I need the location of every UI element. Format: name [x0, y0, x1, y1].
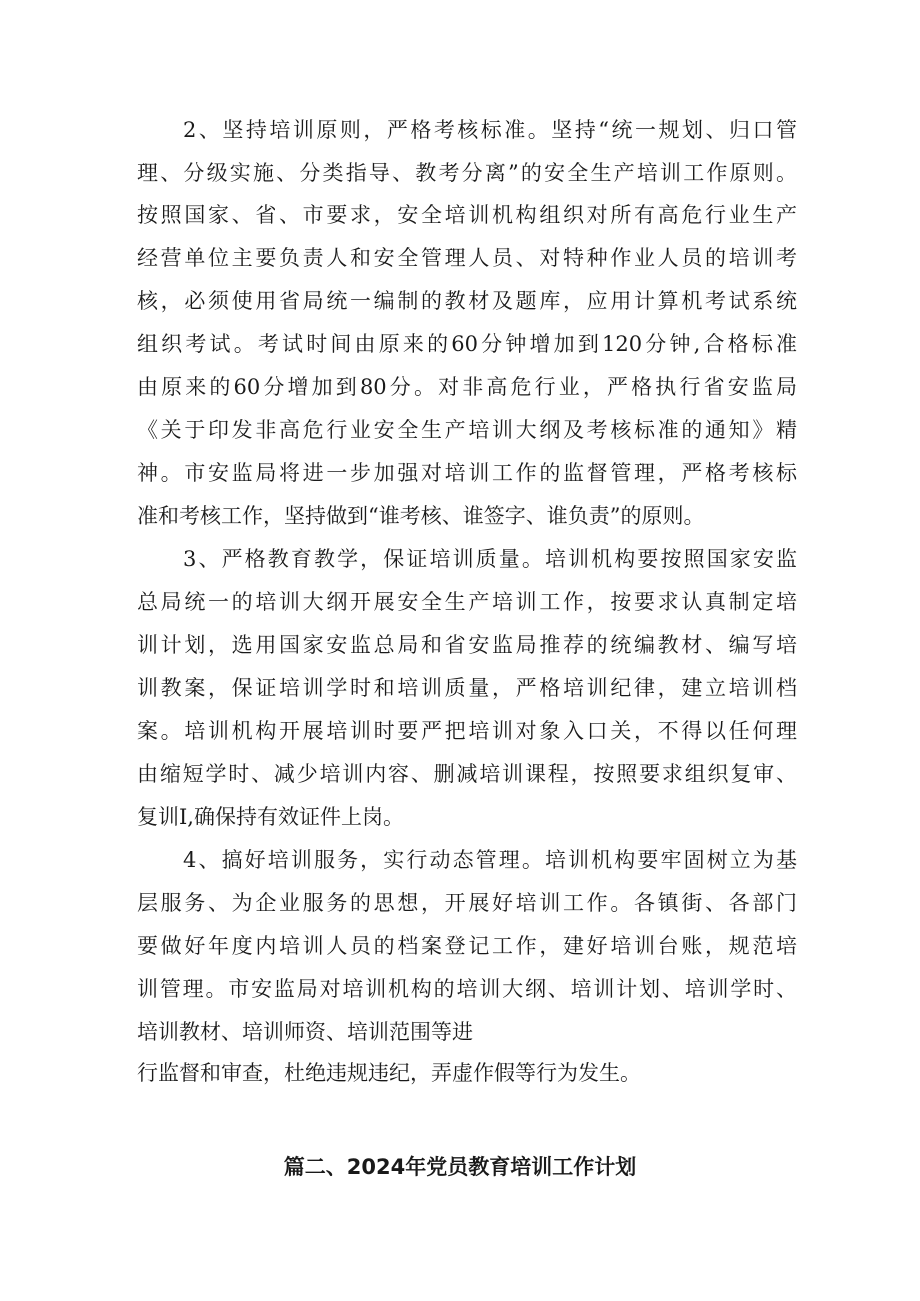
paragraph-3-line-4: 训教案，保证培训学时和培训质量，严格培训纪律，建立培训档	[137, 676, 797, 700]
paragraph-2-line-7: 由原来的60分增加到80分。对非高危行业，严格执行省安监局	[137, 375, 797, 399]
paragraph-4-line-1: 4、搞好培训服务，实行动态管理。培训机构要牢固树立为基	[183, 848, 797, 872]
paragraph-2-line-6: 组织考试。考试时间由原来的60分钟增加到120分钟,合格标准	[137, 332, 797, 356]
paragraph-3-line-3: 训计划，选用国家安监总局和省安监局推荐的统编教材、编写培	[137, 633, 797, 657]
paragraph-3-line-6: 由缩短学时、减少培训内容、删减培训课程，按照要求组织复审、	[137, 762, 797, 786]
paragraph-4-line-4: 训管理。市安监局对培训机构的培训大纲、培训计划、培训学时、	[137, 977, 797, 1001]
paragraph-2-line-9: 神。市安监局将进一步加强对培训工作的监督管理，严格考核标	[137, 461, 797, 485]
paragraph-2-line-3: 按照国家、省、市要求，安全培训机构组织对所有高危行业生产	[137, 203, 797, 227]
paragraph-4-line-3: 要做好年度内培训人员的档案登记工作，建好培训台账，规范培	[137, 934, 797, 958]
section-heading: 篇二、2024年党员教育培训工作计划	[283, 1155, 637, 1179]
paragraph-2-line-1: 2、坚持培训原则，严格考核标准。坚持“统一规划、归口管	[183, 118, 797, 142]
paragraph-3-line-5: 案。培训机构开展培训时要严把培训对象入口关，不得以任何理	[137, 719, 797, 743]
paragraph-3-line-7: 复训I,确保持有效证件上岗。	[137, 805, 404, 829]
paragraph-2-line-4: 经营单位主要负责人和安全管理人员、对特种作业人员的培训考	[137, 246, 797, 270]
paragraph-2-line-5: 核，必须使用省局统一编制的教材及题库，应用计算机考试系统	[137, 289, 797, 313]
paragraph-2-line-10: 准和考核工作，坚持做到“谁考核、谁签字、谁负责”的原则。	[137, 504, 705, 528]
paragraph-4-line-5: 培训教材、培训师资、培训范围等进	[137, 1020, 473, 1044]
paragraph-3-line-1: 3、严格教育教学，保证培训质量。培训机构要按照国家安监	[183, 547, 797, 571]
paragraph-2-line-8: 《关于印发非高危行业安全生产培训大纲及考核标准的通知》精	[137, 418, 797, 442]
paragraph-2-line-2: 理、分级实施、分类指导、教考分离”的安全生产培训工作原则。	[137, 161, 797, 185]
paragraph-4-line-6: 行监督和审查，杜绝违规违纪，弄虚作假等行为发生。	[137, 1061, 641, 1085]
paragraph-3-line-2: 总局统一的培训大纲开展安全生产培训工作，按要求认真制定培	[137, 590, 797, 614]
paragraph-4-line-2: 层服务、为企业服务的思想，开展好培训工作。各镇街、各部门	[137, 891, 797, 915]
